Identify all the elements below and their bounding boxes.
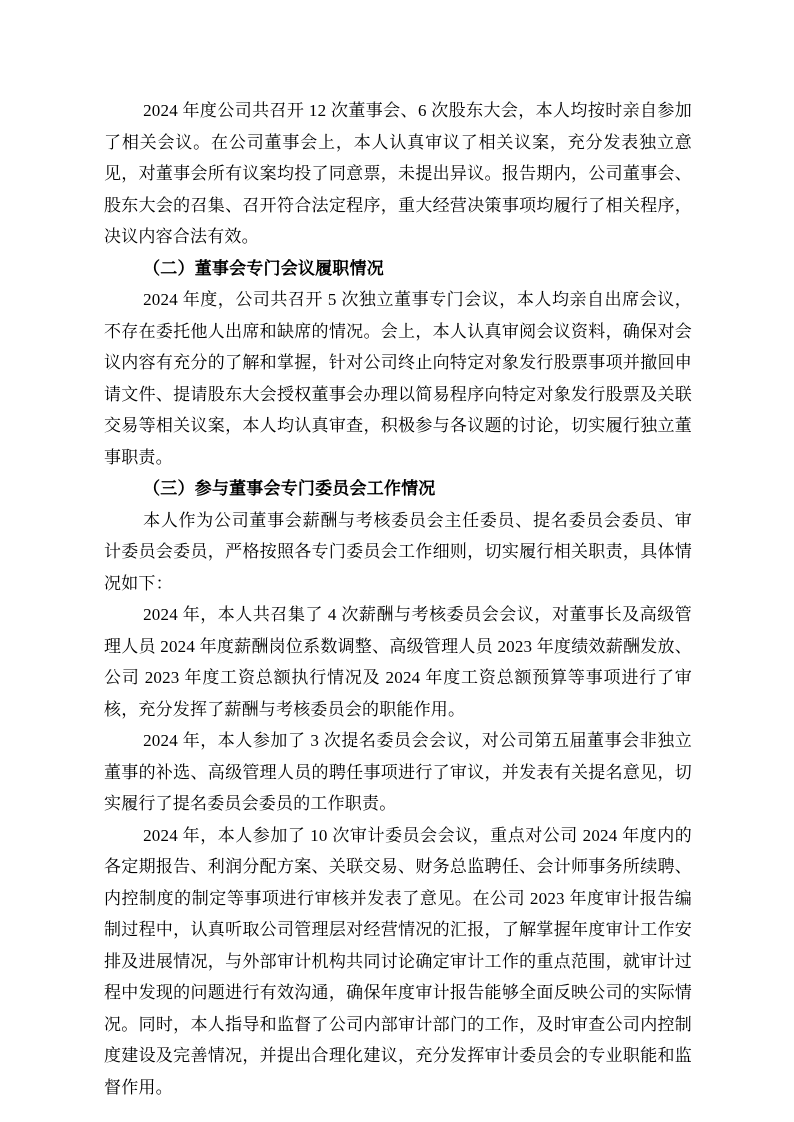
paragraph-audit-committee: 2024 年，本人参加了 10 次审计委员会会议，重点对公司 2024 年度内的各定期报告、利润分配方案、关联交易、财务总监聘任、会计师事务所续聘、内控制度的制定等事项进行审核并发表了意见。在公司 2023 年度审计报告编制过程中，认真听取公司管理层对经营情况的汇报，了解掌握年度审计工作安排及进展情况，与外部审计机构共同讨论确定审计工作的重点范围，就审计过程中发现的问题进行有效沟通，确保年度审计报告能够全面反映公司的实际情况。同时，本人指导和监督了公司内部审计部门的工作，及时审查公司内控制度建设及完善情况，并提出合理化建议，充分发挥审计委员会的专业职能和监督作用。 [104, 825, 692, 1097]
paragraph-board-meetings: 2024 年度公司共召开 12 次董事会、6 次股东大会，本人均按时亲自参加了相关会议。在公司董事会上，本人认真审议了相关议案，充分发表独立意见，对董事会所有议案均投了同意票，未提出异议。报告期内，公司董事会、股东大会的召集、召开符合法定程序，重大经营决策事项均履行了相关程序，决议内容合法有效。 [104, 101, 692, 246]
section-heading-2: （二）董事会专门会议履职情况 [143, 258, 384, 278]
document-body [104, 95, 692, 1103]
paragraph-special-meetings: 2024 年度，公司共召开 5 次独立董事专门会议，本人均亲自出席会议，不存在委托他人出席和缺席的情况。会上，本人认真审阅会议资料，确保对会议内容有充分的了解和掌握，针对公司终止向特定对象发行股票事项并撤回申请文件、提请股东大会授权董事会办理以简易程序向特定对象发行股票及关联交易等相关议案，本人均认真审查，积极参与各议题的讨论，切实履行独立董事职责。 [104, 290, 692, 467]
paragraph-nomination-committee: 2024 年，本人参加了 3 次提名委员会会议，对公司第五届董事会非独立董事的补选、高级管理人员的聘任事项进行了审议，并发表有关提名意见，切实履行了提名委员会委员的工作职责。 [104, 731, 692, 813]
paragraph-committee-roles: 本人作为公司董事会薪酬与考核委员会主任委员、提名委员会委员、审计委员会委员，严格按照各专门委员会工作细则，切实履行相关职责，具体情况如下： [104, 510, 692, 593]
section-heading-3: （三）参与董事会专门委员会工作情况 [143, 479, 436, 498]
paragraph-remuneration-committee: 2024 年，本人共召集了 4 次薪酬与考核委员会会议，对董事长及高级管理人员 2024 年度薪酬岗位系数调整、高级管理人员 2023 年度绩效薪酬发放、公司 2023 年度工资总额执行情况及 2024 年度工资总额预算等事项进行了审核，充分发挥了薪酬与考核委员会的职能作用。 [104, 605, 692, 719]
